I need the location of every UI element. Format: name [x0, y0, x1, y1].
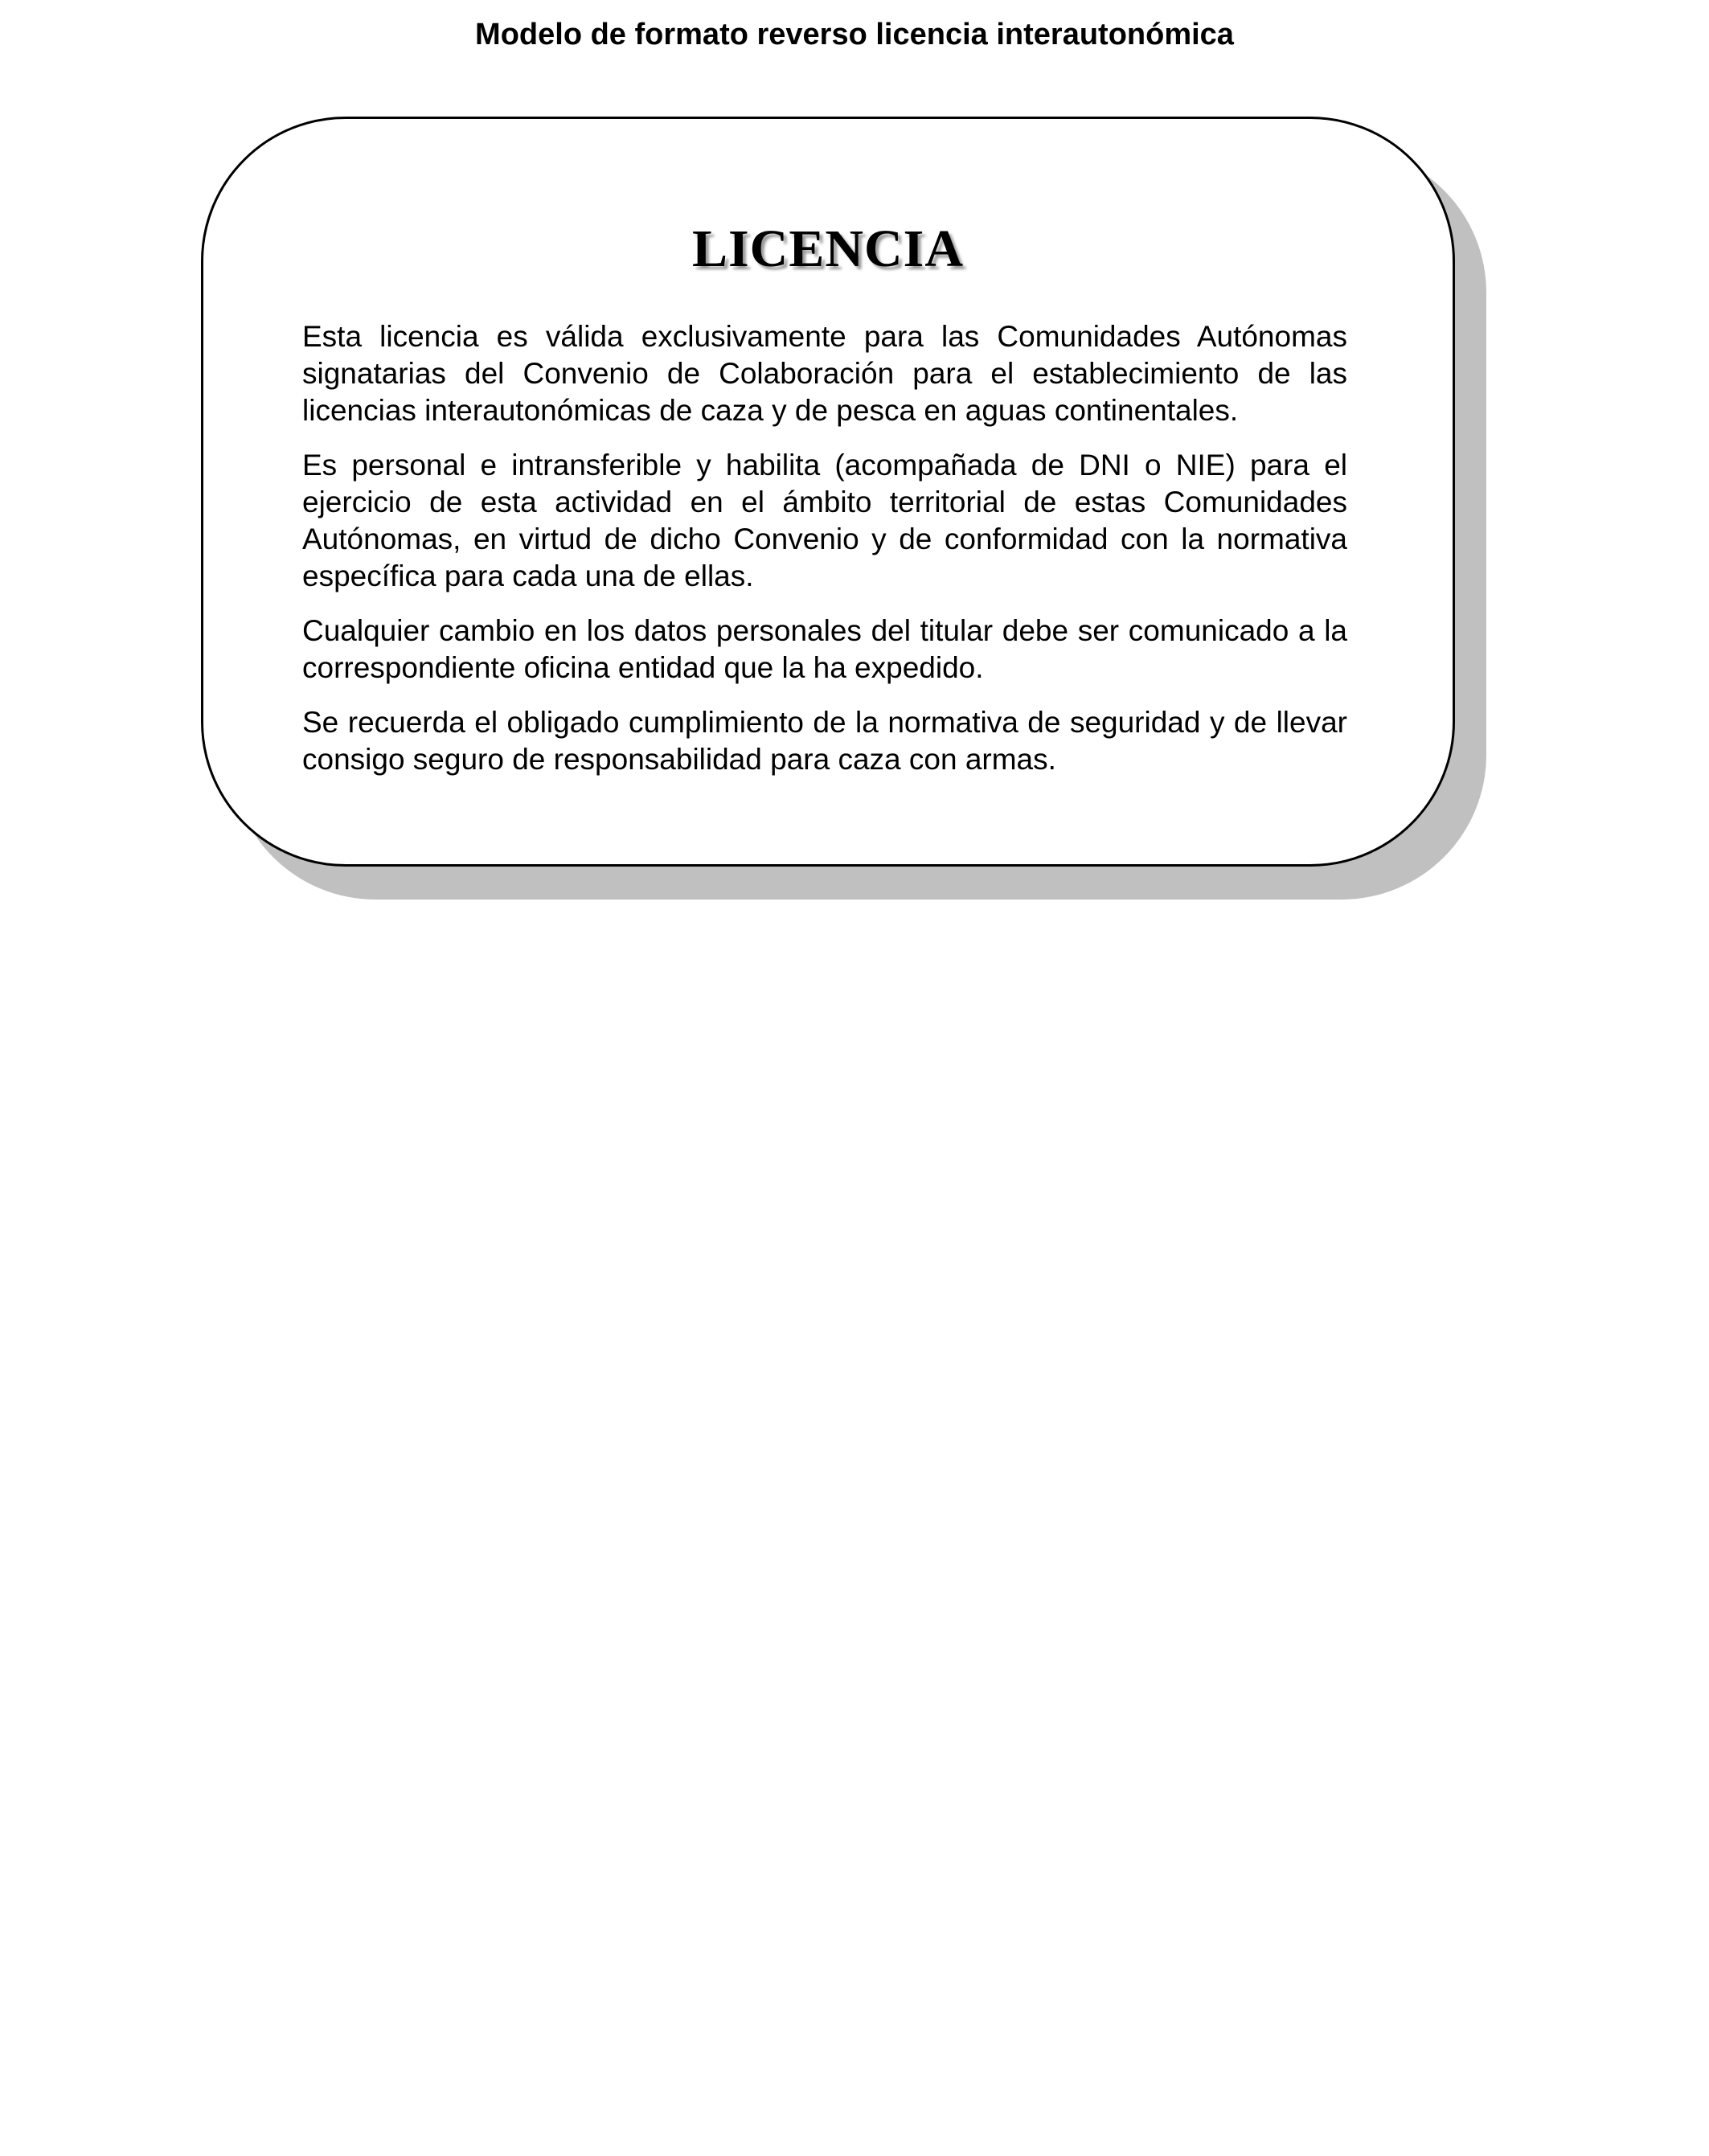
paragraph-changes: Cualquier cambio en los datos personales del titular debe ser comunicado a la correspondiente oficina entidad que la ha expedido. [302, 614, 1347, 684]
card-title: LICENCIA [691, 219, 965, 278]
paragraph-personal: Es personal e intransferible y habilita (acompañada de DNI o NIE) para el ejercicio de esta actividad en el ámbito territorial de estas Comunidades Autónomas, en virtud de dicho Convenio y de conformidad con la normativa específica para cada una de ellas. [302, 449, 1347, 592]
paragraph-safety: Se recuerda el obligado cumplimiento de la normativa de seguridad y de llevar consigo seguro de responsabilidad para caza con armas. [302, 706, 1347, 776]
paragraph-validity: Esta licencia es válida exclusivamente para las Comunidades Autónomas signatarias del Convenio de Colaboración para el establecimiento de las licencias interautonómicas de caza y de pesca en aguas continentales. [302, 320, 1347, 427]
license-card [201, 117, 1455, 867]
page-title: Modelo de formato reverso licencia interautonómica [475, 18, 1234, 51]
card-body [302, 318, 1347, 796]
